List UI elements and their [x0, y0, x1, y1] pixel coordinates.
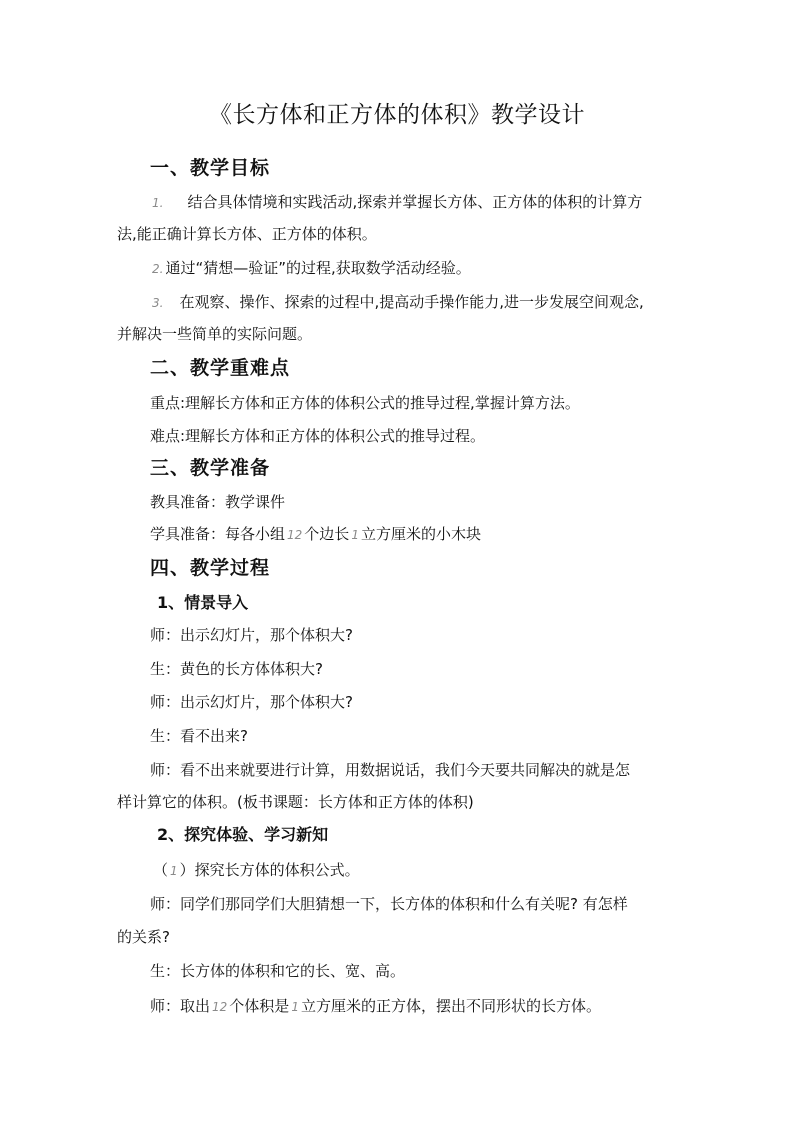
goal-3-line-1: [117, 286, 716, 319]
part-1-open-paren: （: [153, 861, 169, 879]
student-prep-text-b: 个边长: [304, 525, 350, 543]
part-1-text: ）探究长方体的体积公式。: [179, 861, 360, 879]
student-prep-text-c: 立方厘米的小木块: [360, 525, 481, 543]
goal-3-line-2: 并解决一些简单的实际问题。: [117, 325, 313, 343]
dialogue-8-number-1: 12: [212, 1000, 228, 1014]
teacher-prep-line: 教具准备：教学课件: [150, 493, 286, 511]
part-1-number: 1: [170, 864, 178, 878]
dialogue-line-6b: 的关系?: [117, 928, 170, 946]
dialogue-8-text-c: 立方厘米的正方体，摆出不同形状的长方体。: [300, 997, 601, 1015]
dialogue-8-number-2: 1: [291, 1000, 299, 1014]
goal-2-line: [117, 252, 716, 285]
dialogue-line-7: 生：长方体的体积和它的长、宽、高。: [150, 962, 406, 980]
student-prep-number-2: 1: [351, 528, 359, 542]
section-heading-preparation: 三、教学准备: [150, 457, 271, 479]
goal-2-text: 通过“猜想—验证”的过程,获取数学活动经验。: [165, 259, 471, 277]
dialogue-line-6a: 师：同学们那同学们大胆猜想一下，长方体的体积和什么有关呢? 有怎样: [150, 895, 628, 913]
document-title: 《长方体和正方体的体积》教学设计: [209, 102, 585, 128]
subheading-introduction: 1、情景导入: [157, 593, 249, 612]
part-1-line: [117, 854, 719, 887]
focus-line: 重点:理解长方体和正方体的体积公式的推导过程,掌握计算方法。: [150, 394, 580, 412]
section-heading-key-points: 二、教学重难点: [150, 357, 291, 379]
student-prep-text-a: 学具准备：每各小组: [150, 525, 286, 543]
dialogue-8-text-b: 个体积是: [229, 997, 290, 1015]
subheading-exploration: 2、探究体验、学习新知: [157, 825, 329, 844]
section-heading-objectives: 一、教学目标: [150, 157, 271, 179]
dialogue-line-8: [117, 990, 716, 1023]
goal-3-number: 3.: [152, 296, 164, 310]
dialogue-line-5b: 样计算它的体积。(板书课题：长方体和正方体的体积): [117, 793, 474, 811]
goal-1-line-2: 法,能正确计算长方体、正方体的体积。: [117, 225, 377, 243]
dialogue-line-5a: 师：看不出来就要进行计算，用数据说话，我们今天要共同解决的就是怎: [150, 761, 631, 779]
goal-1-line-1: [117, 186, 716, 219]
goal-1-text-1: 结合具体情境和实践活动,探索并掌握长方体、正方体的体积的计算方: [187, 193, 643, 211]
difficulty-line: 难点:理解长方体和正方体的体积公式的推导过程。: [150, 427, 486, 445]
goal-1-number: 1.: [152, 196, 164, 210]
goal-3-text-1: 在观察、操作、探索的过程中,提高动手操作能力,进一步发展空间观念,: [179, 293, 644, 311]
dialogue-line-4: 生：看不出来?: [150, 727, 248, 745]
student-prep-line: [117, 518, 716, 551]
dialogue-line-3: 师：出示幻灯片，那个体积大?: [150, 693, 353, 711]
section-heading-process: 四、教学过程: [150, 557, 271, 579]
dialogue-line-2: 生：黄色的长方体体积大?: [150, 660, 323, 678]
dialogue-line-1: 师：出示幻灯片，那个体积大?: [150, 626, 353, 644]
goal-2-number: 2.: [152, 262, 164, 276]
student-prep-number-1: 12: [287, 528, 303, 542]
dialogue-8-text-a: 师：取出: [150, 997, 211, 1015]
